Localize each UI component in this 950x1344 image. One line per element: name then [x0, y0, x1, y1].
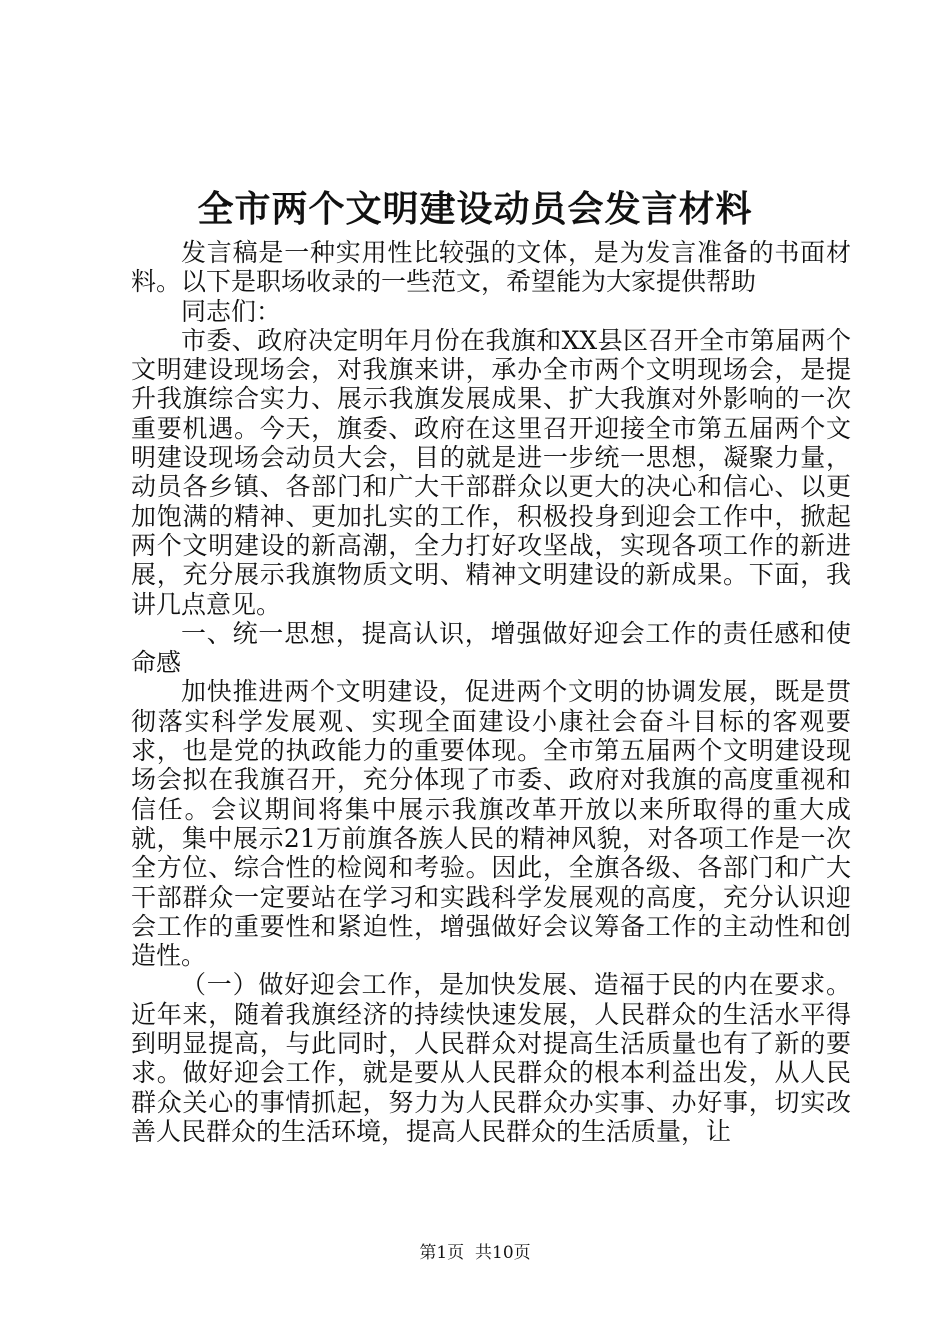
document-title: 全市两个文明建设动员会发言材料 [197, 189, 753, 230]
paragraph-section-1: 加快推进两个文明建设，促进两个文明的协调发展，既是贯彻落实科学发展观、实现全面建设小康社会奋斗目标的客观要求，也是党的执政能力的重要体现。全市第五届两个文明建设现场会拟在我旗召开，充分体现了市委、政府对我旗的高度重视和信任。会议期间将集中展示我旗改革开放以来所取得的重大成就，集中展示21万前旗各族人民的精神风貌，对各项工作是一次全方位、综合性的检阅和考验。因此，全旗各级、各部门和广大干部群众一定要站在学习和实践科学发展观的高度，充分认识迎会工作的重要性和紧迫性，增强做好会议筹备工作的主动性和创造性。 [131, 677, 851, 971]
page-footer [0, 1242, 950, 1264]
page-total: 共10页 [475, 1243, 531, 1263]
paragraph-salutation: 同志们： [181, 296, 282, 326]
section-heading-1: 一、统一思想，提高认识，增强做好迎会工作的责任感和使命感 [131, 618, 851, 678]
page-number: 第1页 [419, 1243, 465, 1263]
document-body [131, 238, 851, 1146]
paragraph-intro: 发言稿是一种实用性比较强的文体，是为发言准备的书面材料。以下是职场收录的一些范文，希望能为大家提供帮助 [131, 238, 851, 297]
paragraph-subsection-1: （一）做好迎会工作，是加快发展、造福于民的内在要求。近年来，随着我旗经济的持续快速发展，人民群众的生活水平得到明显提高，与此同时，人民群众对提高生活质量也有了新的要求。做好迎会工作，就是要从人民群众的根本利益出发，从人民群众关心的事情抓起，努力为人民群众办实事、办好事，切实改善人民群众的生活环境，提高人民群众的生活质量，让 [131, 970, 851, 1146]
paragraph-opening: 市委、政府决定明年月份在我旗和XX县区召开全市第届两个文明建设现场会，对我旗来讲，承办全市两个文明现场会，是提升我旗综合实力、展示我旗发展成果、扩大我旗对外影响的一次重要机遇。今天，旗委、政府在这里召开迎接全市第五届两个文明建设现场会动员大会，目的就是进一步统一思想，凝聚力量，动员各乡镇、各部门和广大干部群众以更大的决心和信心、以更加饱满的精神、更加扎实的工作，积极投身到迎会工作中，掀起两个文明建设的新高潮，全力打好攻坚战，实现各项工作的新进展，充分展示我旗物质文明、精神文明建设的新成果。下面，我讲几点意见。 [131, 325, 851, 619]
